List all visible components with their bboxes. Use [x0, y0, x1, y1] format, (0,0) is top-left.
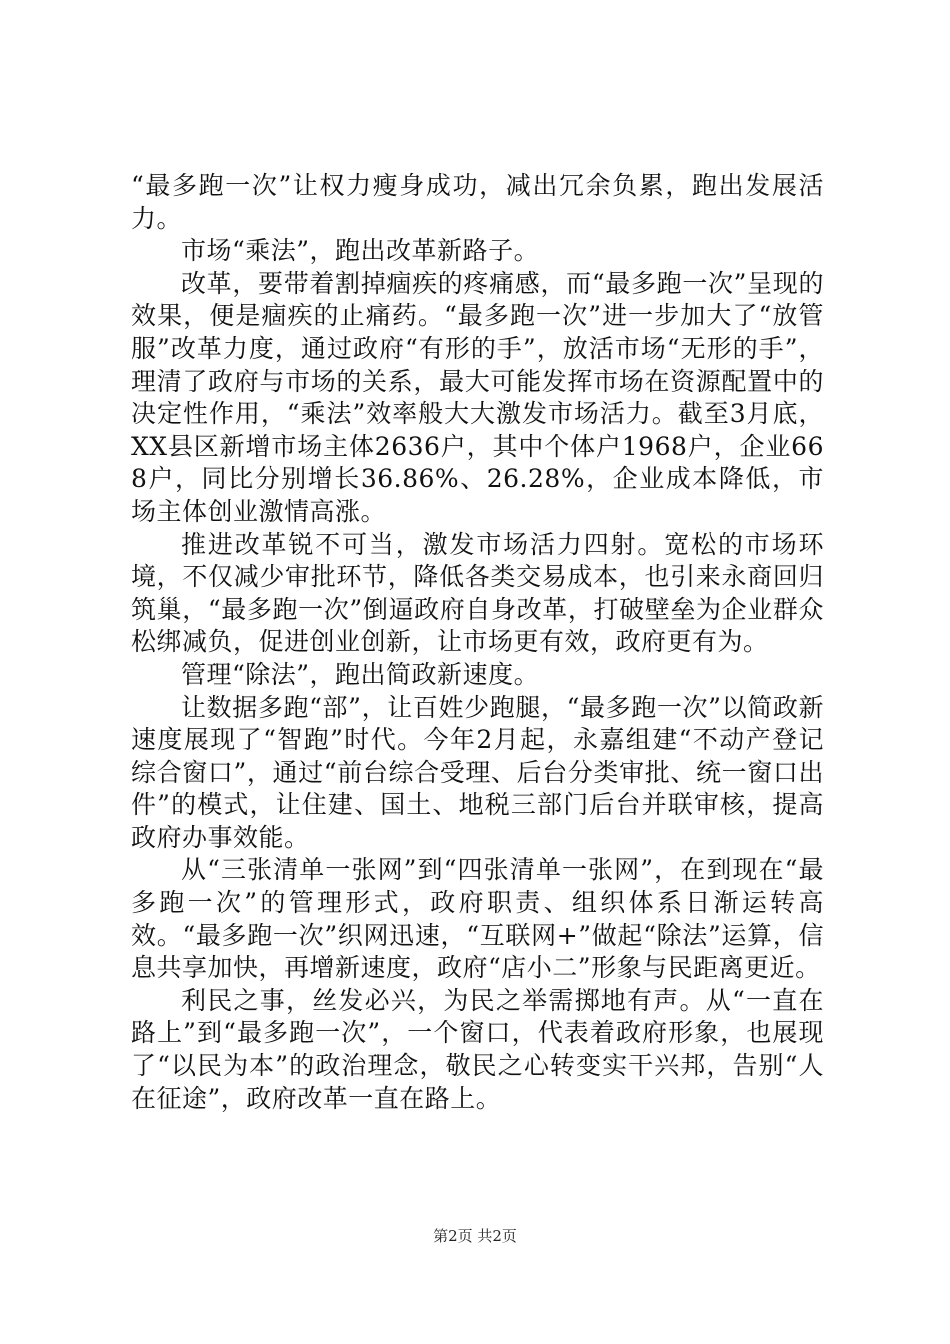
- paragraph-5: 管理“除法”，跑出简政新速度。: [181, 659, 540, 689]
- document-body: [131, 170, 824, 1115]
- paragraph-2: 市场“乘法”，跑出改革新路子。: [181, 236, 540, 266]
- paragraph-3: 改革，要带着割掉痼疾的疼痛感，而“最多跑一次”呈现的效果，便是痼疾的止痛药。“最多跑一次”进一步加大了“放管服”改革力度，通过政府“有形的手”，放活市场“无形的手”，理清了政府与市场的关系，最大可能发挥市场在资源配置中的决定性作用，“乘法”效率般大大激发市场活力。截至3月底，XX县区新增市场主体2636户，其中个体户1968户，企业668户，同比分别增长36.86%、26.28%，企业成本降低，市场主体创业激情高涨。: [131, 268, 824, 526]
- paragraph-1: “最多跑一次”让权力瘦身成功，减出冗余负累，跑出发展活力。: [131, 171, 824, 233]
- paragraph-4: 推进改革锐不可当，激发市场活力四射。宽松的市场环境，不仅减少审批环节，降低各类交易成本，也引来永商回归筑巢，“最多跑一次”倒逼政府自身改革，打破壁垒为企业群众松绑减负，促进创业创新，让市场更有效，政府更有为。: [131, 529, 824, 657]
- paragraph-6: 让数据多跑“部”，让百姓少跑腿，“最多跑一次”以简政新速度展现了“智跑”时代。今年2月起，永嘉组建“不动产登记综合窗口”，通过“前台综合受理、后台分类审批、统一窗口出件”的模式，让住建、国土、地税三部门后台并联审核，提高政府办事效能。: [131, 692, 824, 852]
- paragraph-7: 从“三张清单一张网”到“四张清单一张网”，在到现在“最多跑一次”的管理形式，政府职责、组织体系日渐运转高效。“最多跑一次”织网迅速，“互联网+”做起“除法”运算，信息共享加快，再增新速度，政府“店小二”形象与民距离更近。: [131, 855, 824, 983]
- paragraph-8: 利民之事，丝发必兴，为民之举需掷地有声。从“一直在路上”到“最多跑一次”，一个窗口，代表着政府形象，也展现了“以民为本”的政治理念，敬民之心转变实干兴邦，告别“人在征途”，政府改革一直在路上。: [131, 985, 824, 1113]
- page-footer: 第2页 共2页: [433, 1227, 517, 1245]
